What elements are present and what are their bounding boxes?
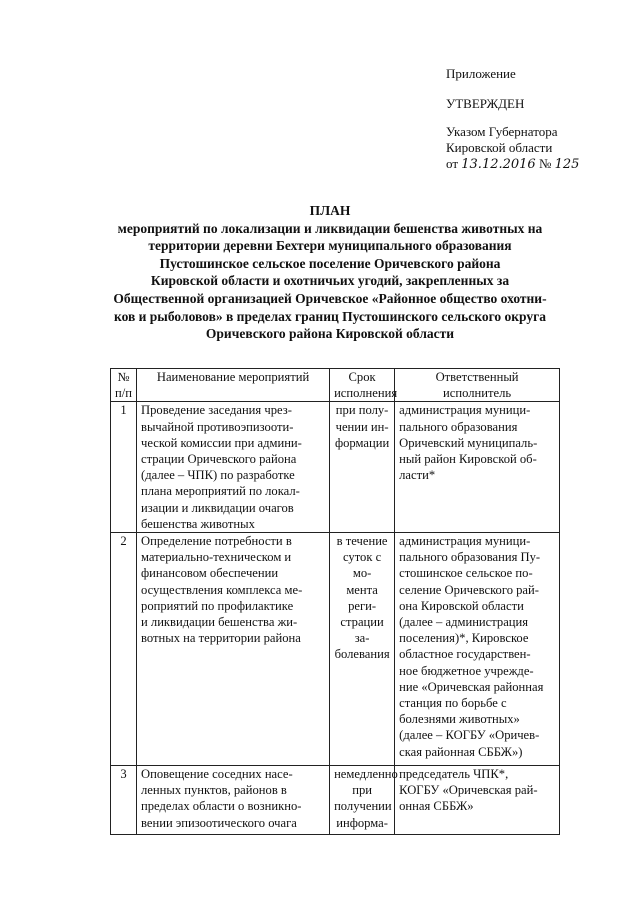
table-row	[111, 766, 560, 835]
approved-label: УТВЕРЖДЕН	[446, 96, 525, 111]
table-row	[111, 533, 560, 766]
header-resp: Ответственный исполнитель	[395, 369, 560, 402]
date-prefix: от	[446, 156, 459, 171]
title-line: Общественной организацией Оричевское «Районное общество охотни-	[113, 290, 547, 306]
title-line: мероприятий по локализации и ликвидации бешенства животных на	[117, 220, 543, 236]
number-prefix: №	[538, 156, 552, 171]
title-line: территории деревни Бехтери муниципального образования	[148, 238, 512, 254]
cell-term: при полу- чении ин- формации	[330, 402, 395, 533]
cell-name: Оповещение соседних насе- ленных пунктов, районов в пределах области о возникно- вении эпизоотического очага	[137, 766, 330, 835]
table-header-row	[111, 369, 560, 402]
handwritten-date: 13.12.2016	[461, 157, 536, 172]
cell-num: 2	[111, 533, 137, 766]
approval-block	[446, 66, 626, 173]
cell-resp: председатель ЧПК*, КОГБУ «Оричевская рай- онная СББЖ»	[395, 766, 560, 835]
plan-title	[80, 202, 580, 343]
header-name: Наименование мероприятий	[137, 369, 330, 402]
plan-heading: ПЛАН	[309, 203, 351, 218]
title-line: Оричевского района Кировской области	[205, 326, 455, 342]
appendix-label: Приложение	[446, 66, 516, 81]
cell-num: 1	[111, 402, 137, 533]
cell-name: Проведение заседания чрез- вычайной противоэпизооти- ческой комиссии при админи- страции Оричевского района (далее – ЧПК) по разработке плана мероприятий по локал- изации и ликвидации очагов бешенства животных	[137, 402, 330, 533]
plan-table	[110, 368, 560, 835]
cell-num: 3	[111, 766, 137, 835]
title-line: Пустошинское сельское поселение Оричевского района	[159, 255, 501, 271]
cell-resp: администрация муници- пального образования Оричевский муниципаль- ный район Кировской об- ласти*	[395, 402, 560, 533]
header-term: Срок исполнения	[330, 369, 395, 402]
cell-term: в течение суток с мо- мента реги- страции за- болевания	[330, 533, 395, 766]
cell-term: немедленно при получении информа-	[330, 766, 395, 835]
decree-line-1: Указом Губернатора	[446, 124, 558, 139]
decree-date-number	[446, 156, 626, 173]
title-line: Кировской области и охотничьих угодий, закрепленных за	[150, 273, 510, 289]
decree-line-2: Кировской области	[446, 140, 553, 155]
cell-name: Определение потребности в материально-техническом и финансовом обеспечении осуществления комплекса ме- роприятий по профилактике и ликвидации бешенства жи- вотных на территории района	[137, 533, 330, 766]
header-num: № п/п	[111, 369, 137, 402]
cell-resp: администрация муници- пального образования Пу- стошинское сельское по- селение Оричевского рай- она Кировской области (далее – администрация поселения)*, Кировское областное государствен- ное бюджетное учрежде- ние «Оричевская районная станция по борьбе с болезнями животных» (далее – КОГБУ «Оричев- ская районная СББЖ»)	[395, 533, 560, 766]
title-line: ков и рыболовов» в пределах границ Пустошинского сельского округа	[113, 308, 547, 324]
handwritten-number: 125	[554, 157, 580, 172]
table-row	[111, 402, 560, 533]
